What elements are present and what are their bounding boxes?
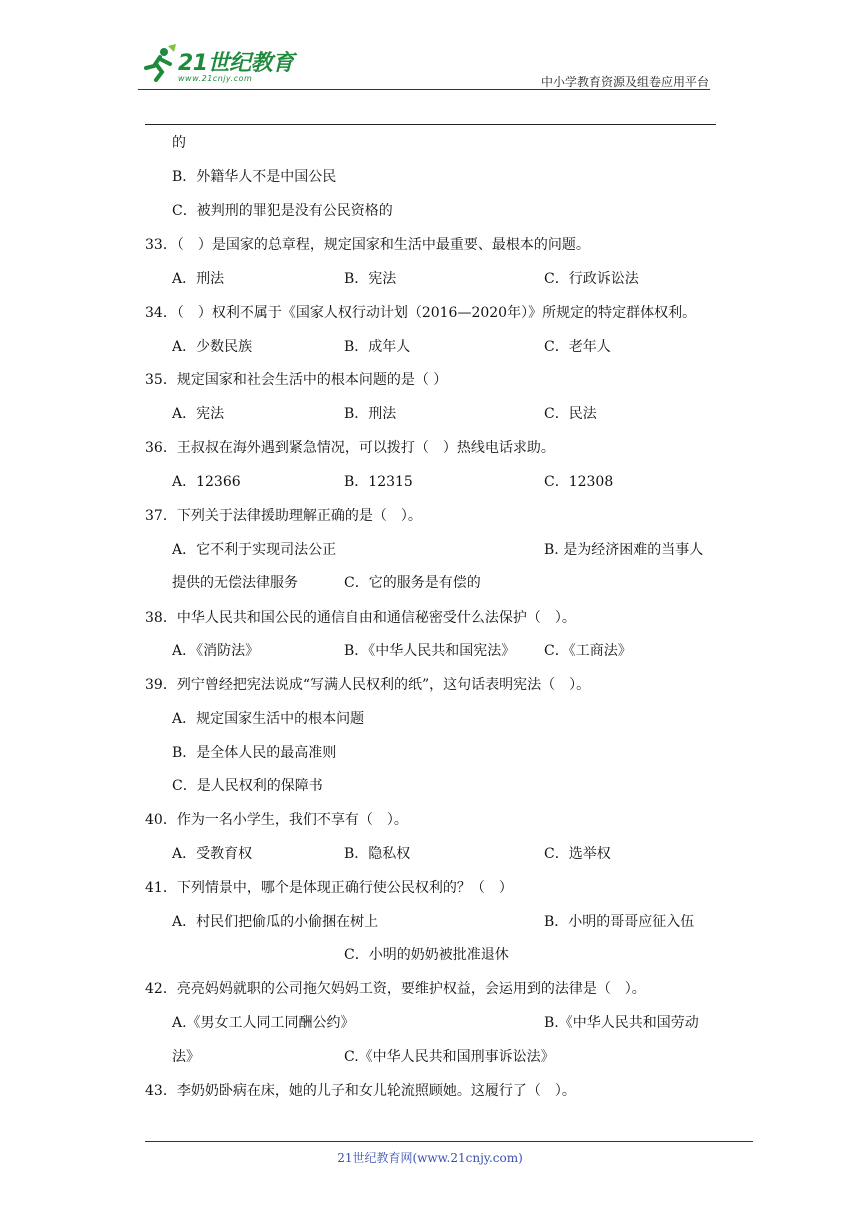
- option-c: C．《工商法》: [544, 643, 632, 659]
- option-b: B．成年人: [344, 339, 411, 355]
- option-a: A．《消防法》: [172, 643, 260, 659]
- option-b: B．宪法: [344, 271, 397, 287]
- footer-divider: [145, 1141, 753, 1142]
- option-b: B．刑法: [344, 406, 397, 422]
- option-a: A．12366: [172, 474, 241, 490]
- option-b: B. 是为经济困难的当事人: [544, 542, 704, 558]
- site-logo: [142, 44, 312, 92]
- option-a: A．它不利于实现司法公正: [172, 542, 337, 558]
- option-a: A．规定国家生活中的根本问题: [172, 711, 365, 727]
- option-b: B．是全体人民的最高准则: [172, 745, 337, 761]
- option-a: A．受教育权: [172, 846, 253, 862]
- question-43: 43．李奶奶卧病在床，她的儿子和女儿轮流照顾她。这履行了（ ）。: [145, 1083, 576, 1099]
- runner-logo-icon: [142, 44, 178, 84]
- option-c: C．行政诉讼法: [544, 271, 639, 287]
- header-divider: [138, 89, 710, 90]
- footer-link[interactable]: 21世纪教育网(www.21cnjy.com): [337, 1151, 523, 1165]
- text-line: 的: [172, 135, 186, 151]
- option-b-continued: 提供的无偿法律服务: [172, 575, 298, 591]
- question-39: 39．列宁曾经把宪法说成“写满人民权利的纸”，这句话表明宪法（ ）。: [145, 677, 591, 693]
- option-a: A．刑法: [172, 271, 225, 287]
- option-b: B．小明的哥哥应征入伍: [544, 914, 695, 930]
- question-35: 35．规定国家和社会生活中的根本问题的是（ ）: [145, 372, 448, 388]
- option-a: A．少数民族: [172, 339, 253, 355]
- option-c: C．民法: [544, 406, 597, 422]
- option-c: C．12308: [544, 474, 614, 490]
- question-41: 41．下列情景中，哪个是体现正确行使公民权利的？（ ）: [145, 880, 513, 896]
- logo-text: 21世纪教育: [178, 51, 294, 76]
- question-36: 36．王叔叔在海外遇到紧急情况，可以拨打（ ）热线电话求助。: [145, 440, 555, 456]
- option-c: C．它的服务是有偿的: [344, 575, 481, 591]
- option-b: B．隐私权: [344, 846, 411, 862]
- question-33: 33．（ ）是国家的总章程，规定国家和生活中最重要、最根本的问题。: [145, 237, 590, 253]
- option-a: A.《男女工人同工同酬公约》: [172, 1015, 355, 1031]
- option-c: C．是人民权利的保障书: [172, 778, 323, 794]
- question-34: 34．（ ）权利不属于《国家人权行动计划（2016—2020年）》所规定的特定群体权利。: [145, 305, 697, 321]
- option-a: A．宪法: [172, 406, 225, 422]
- content-top-divider: [145, 124, 716, 125]
- platform-name: 中小学教育资源及组卷应用平台: [540, 75, 709, 89]
- option-text: C．被判刑的罪犯是没有公民资格的: [172, 203, 393, 219]
- option-text: B．外籍华人不是中国公民: [172, 169, 337, 185]
- question-42: 42．亮亮妈妈就职的公司拖欠妈妈工资，要维护权益，会运用到的法律是（ ）。: [145, 981, 646, 997]
- option-b-continued: 法》: [172, 1049, 200, 1065]
- question-38: 38．中华人民共和国公民的通信自由和通信秘密受什么法保护（ ）。: [145, 610, 576, 626]
- option-c: C．老年人: [544, 339, 611, 355]
- question-37: 37．下列关于法律援助理解正确的是（ ）。: [145, 508, 422, 524]
- question-40: 40．作为一名小学生，我们不享有（ ）。: [145, 812, 408, 828]
- option-a: A．村民们把偷瓜的小偷捆在树上: [172, 914, 379, 930]
- option-b: B．《中华人民共和国宪法》: [344, 643, 516, 659]
- logo-url: www.21cnjy.com: [178, 74, 253, 83]
- option-b: B．12315: [344, 474, 413, 490]
- option-b: B.《中华人民共和国劳动: [544, 1015, 699, 1031]
- option-c: C.《中华人民共和国刑事诉讼法》: [344, 1049, 555, 1065]
- option-c: C．选举权: [544, 846, 611, 862]
- option-c: C．小明的奶奶被批准退休: [344, 947, 509, 963]
